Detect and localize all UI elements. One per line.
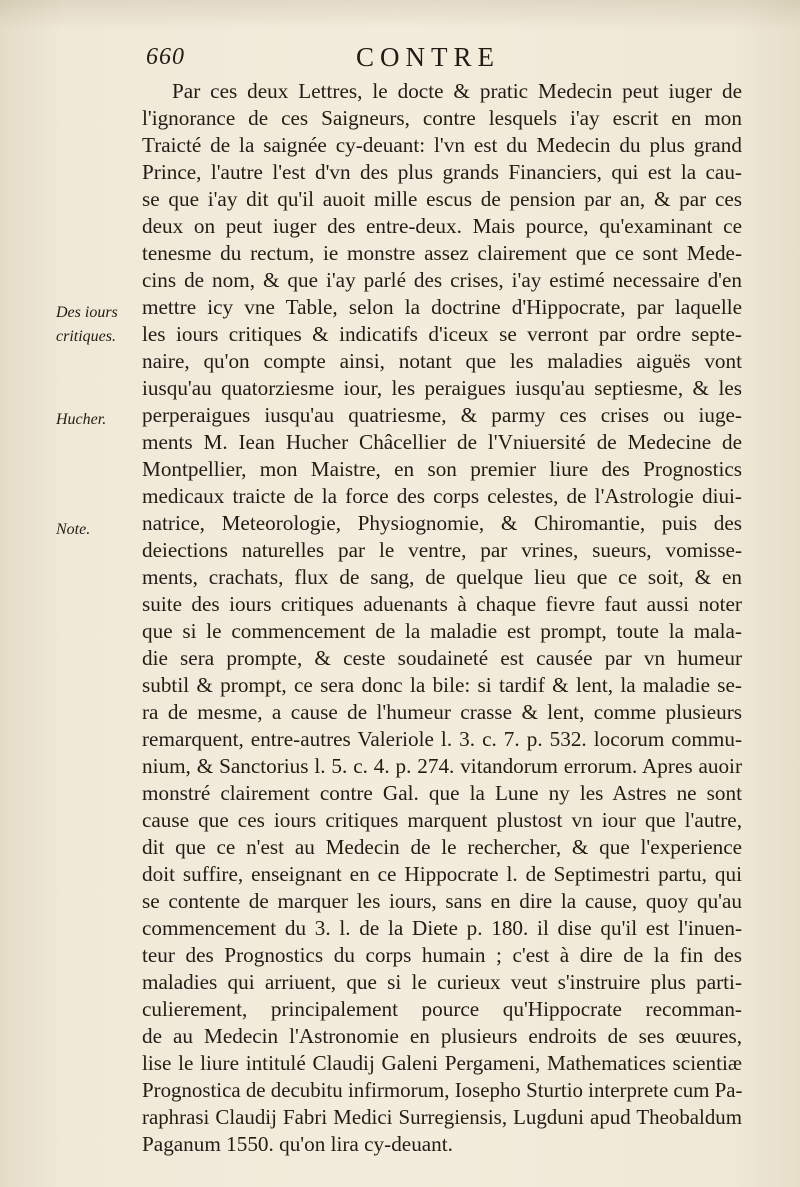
text-line: monstré clairement contre Gal. que la Lune ny les Astres ne sont [142,781,742,805]
text-line: Paganum 1550. qu'on lira cy-deuant. [142,1132,453,1156]
text-line: Prince, l'autre l'est d'vn des plus grands Financiers, qui est la cau- [142,160,742,184]
text-line: natrice, Meteorologie, Physiognomie, & Chiromantie, puis des [142,511,742,535]
text-line: die sera prompte, & ceste soudaineté est causée par vn humeur [142,646,742,670]
body-text [142,78,742,1158]
text-line: Montpellier, mon Maistre, en son premier liure des Prognostics [142,457,742,481]
text-line: se que i'ay dit qu'il auoit mille escus de pension par an, & par ces [142,187,742,211]
text-line: Par ces deux Lettres, le docte & pratic Medecin peut iuger de [172,79,742,103]
text-line: Traicté de la saignée cy-deuant: l'vn est du Medecin du plus grand [142,133,742,157]
text-line: ments M. Iean Hucher Châcellier de l'Vniuersité de Medecine de [142,430,742,454]
text-line: subtil & prompt, ce sera donc la bile: si tardif & lent, la maladie se- [142,673,742,697]
text-line: Prognostica de decubitu infirmorum, Iosepho Sturtio interprete cum Pa- [142,1078,742,1102]
text-line: cins de nom, & que i'ay parlé des crises, i'ay estimé necessaire d'en [142,268,742,292]
margin-note-hucher: Hucher. [56,411,107,428]
text-line: que si le commencement de la maladie est prompt, toute la mala- [142,619,742,643]
page-shadow [0,0,800,30]
text-line: de au Medecin l'Astronomie en plusieurs endroits de ses œuures, [142,1024,742,1048]
text-line: dit que ce n'est au Medecin de le rechercher, & que l'experience [142,835,742,859]
text-line: raphrasi Claudij Fabri Medici Surregiensis, Lugduni apud Theobaldum [142,1105,742,1129]
text-line: remarquent, entre-autres Valeriole l. 3. c. 7. p. 532. locorum commu- [142,727,742,751]
margin-note-note: Note. [56,521,91,538]
margin-note-critiques: critiques. [56,328,116,345]
margin-note-des-iours: Des iours [56,304,118,321]
text-line: les iours critiques & indicatifs d'iceux se verront par ordre septe- [142,322,742,346]
page-number: 660 [146,44,185,70]
running-title: CONTRE [356,42,500,72]
text-line: deux on peut iuger des entre-deux. Mais pource, qu'examinant ce [142,214,742,238]
text-line: tenesme du rectum, ie monstre assez clairement que ce sont Mede- [142,241,742,265]
text-line: maladies qui arriuent, que si le curieux veut s'instruire plus parti- [142,970,742,994]
text-line: commencement du 3. l. de la Diete p. 180. il dise qu'il est l'inuen- [142,916,742,940]
text-line: suite des iours critiques aduenants à chaque fievre faut aussi noter [142,592,742,616]
text-line: se contente de marquer les iours, sans en dire la cause, quoy qu'au [142,889,742,913]
text-line: nium, & Sanctorius l. 5. c. 4. p. 274. vitandorum errorum. Apres auoir [142,754,742,778]
text-line: culierement, principalement pource qu'Hippocrate recomman- [142,997,742,1021]
text-line: cause que ces iours critiques marquent plustost vn iour que l'autre, [142,808,742,832]
text-line: mettre icy vne Table, selon la doctrine d'Hippocrate, par laquelle [142,295,742,319]
text-line: l'ignorance de ces Saigneurs, contre lesquels i'ay escrit en mon [142,106,742,130]
text-line: doit suffire, enseignant en ce Hippocrate l. de Septimestri partu, qui [142,862,742,886]
text-line: lise le liure intitulé Claudij Galeni Pergameni, Mathematices scientiæ [142,1051,742,1075]
text-line: ra de mesme, a cause de l'humeur crasse & lent, comme plusieurs [142,700,742,724]
text-line: perperaigues iusqu'au quatriesme, & parmy ces crises ou iuge- [142,403,742,427]
text-line: teur des Prognostics du corps humain ; c'est à dire de la fin des [142,943,742,967]
text-line: ments, crachats, flux de sang, de quelque lieu que ce soit, & en [142,565,742,589]
text-line: medicaux traicte de la force des corps celestes, de l'Astrologie diui- [142,484,742,508]
text-line: naire, qu'on compte ainsi, notant que les maladies aiguës vont [142,349,742,373]
text-line: deiections naturelles par le ventre, par vrines, sueurs, vomisse- [142,538,742,562]
text-line: iusqu'au quatorziesme iour, les peraigues iusqu'au septiesme, & les [142,376,742,400]
